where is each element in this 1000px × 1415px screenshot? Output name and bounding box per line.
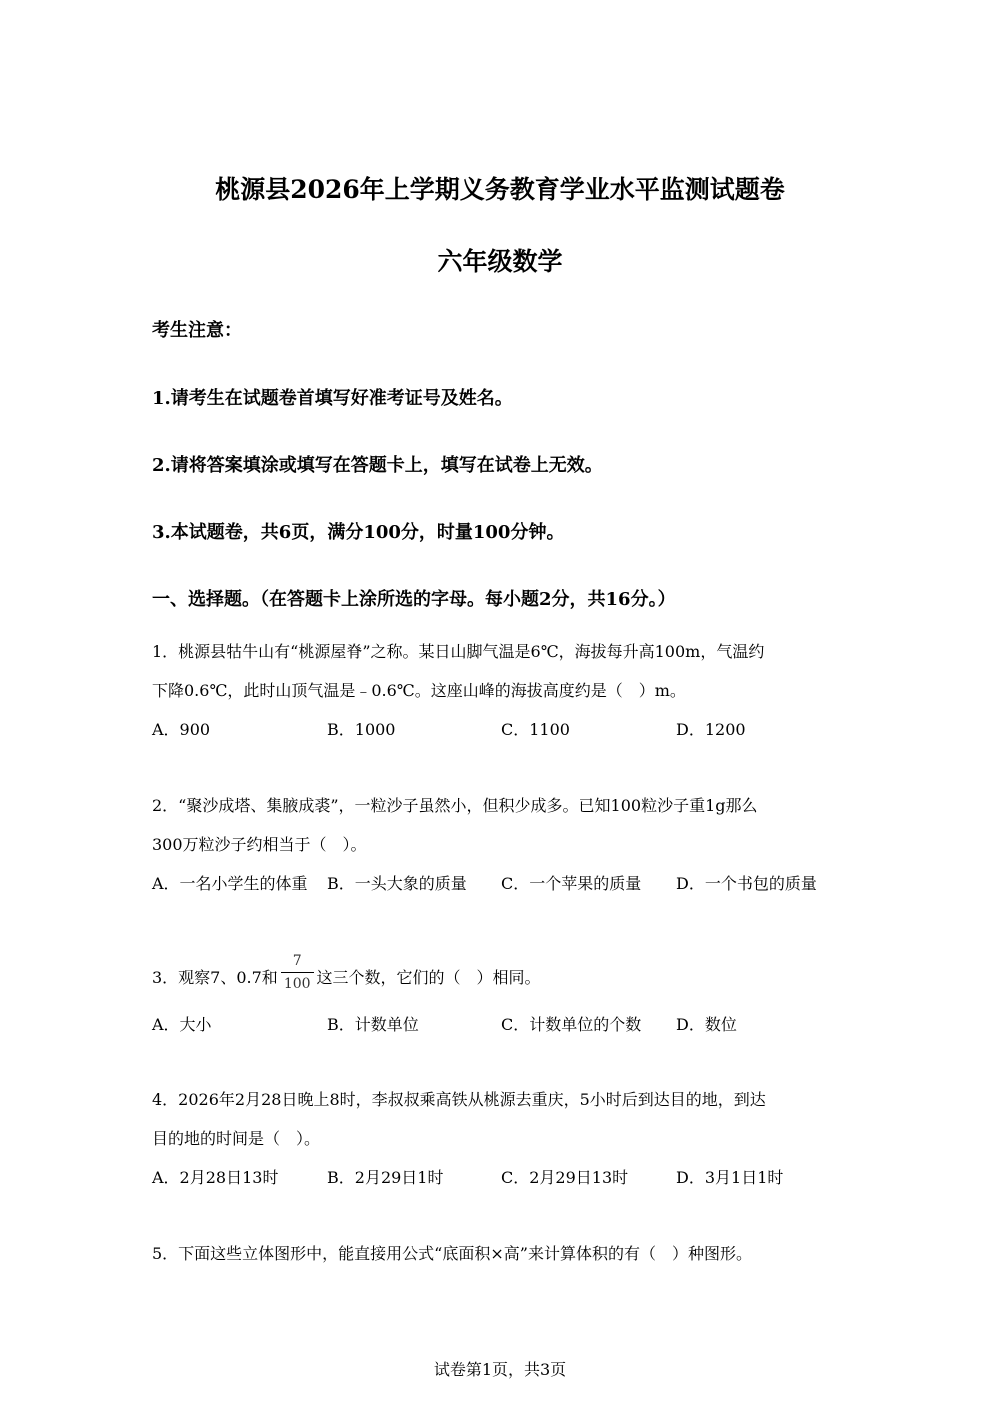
notice-item: 1.请考生在试题卷首填写好准考证号及姓名。 <box>152 388 513 409</box>
question-1-option-a: A．900 <box>152 720 211 739</box>
question-3-option-b: B．计数单位 <box>327 1015 419 1034</box>
question-4-line: 目的地的时间是（ ）。 <box>152 1129 321 1148</box>
question-2-option-b: B．一头大象的质量 <box>327 874 467 893</box>
exam-subtitle: 六年级数学 <box>437 247 563 276</box>
question-4-option-d: D．3月1日1时 <box>676 1168 784 1187</box>
section-heading: 一、选择题。（在答题卡上涂所选的字母。每小题2分，共16分。） <box>152 589 676 610</box>
question-4-option-a: A．2月28日13时 <box>152 1168 279 1187</box>
question-4-option-b: B．2月29日1时 <box>327 1168 444 1187</box>
page-footer: 试卷第1页，共3页 <box>433 1360 567 1379</box>
fraction-numerator: 7 <box>281 954 314 973</box>
question-1-option-c: C．1100 <box>501 720 570 739</box>
exam-title: 桃源县2026年上学期义务教育学业水平监测试题卷 <box>215 175 785 204</box>
fraction-denominator: 100 <box>283 976 311 992</box>
question-3-line <box>152 953 541 997</box>
question-1-option-b: B．1000 <box>327 720 396 739</box>
question-1-line: 1．桃源县牯牛山有“桃源屋脊”之称。某日山脚气温是6℃，海拔每升高100m，气温约 <box>152 642 765 661</box>
question-3-option-c: C．计数单位的个数 <box>501 1015 642 1034</box>
notice-item: 3.本试题卷，共6页，满分100分，时量100分钟。 <box>152 522 565 543</box>
notice-item: 2.请将答案填涂或填写在答题卡上，填写在试卷上无效。 <box>152 455 603 476</box>
question-3-prefix: 3．观察7、0.7和 <box>152 968 278 987</box>
fraction <box>281 954 314 991</box>
question-3-suffix: 这三个数，它们的（ ）相同。 <box>316 968 541 987</box>
question-4-line: 4．2026年2月28日晚上8时，李叔叔乘高铁从桃源去重庆，5小时后到达目的地，到达 <box>152 1090 766 1109</box>
question-2-option-c: C．一个苹果的质量 <box>501 874 642 893</box>
notice-heading: 考生注意： <box>152 320 242 341</box>
question-1-option-d: D．1200 <box>676 720 746 739</box>
question-2-option-a: A．一名小学生的体重 <box>152 874 308 893</box>
question-2-line: 2．“聚沙成塔、集腋成裘”，一粒沙子虽然小，但积少成多。已知100粒沙子重1g那么 <box>152 796 758 815</box>
question-3-option-d: D．数位 <box>676 1015 737 1034</box>
question-5-line: 5．下面这些立体图形中，能直接用公式“底面积×高”来计算体积的有（ ）种图形。 <box>152 1244 752 1263</box>
question-1-line: 下降0.6℃，此时山顶气温是﹣0.6℃。这座山峰的海拔高度约是（ ）m。 <box>152 681 686 700</box>
question-2-option-d: D．一个书包的质量 <box>676 874 817 893</box>
question-3-option-a: A．大小 <box>152 1015 212 1034</box>
question-2-line: 300万粒沙子约相当于（ ）。 <box>152 835 367 854</box>
question-4-option-c: C．2月29日13时 <box>501 1168 629 1187</box>
